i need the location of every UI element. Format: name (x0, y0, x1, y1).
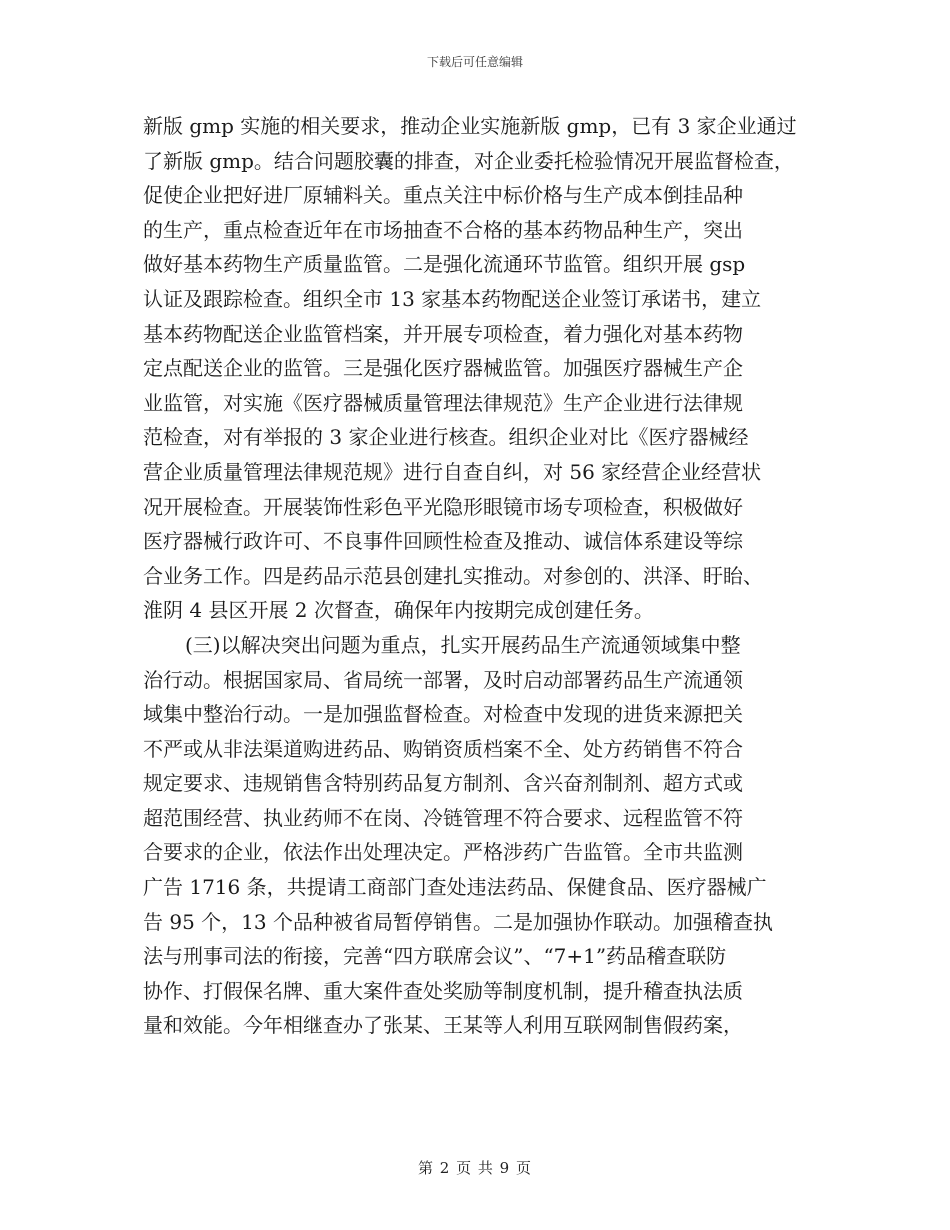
text-line: 基本药物配送企业监管档案，并开展专项检查，着力强化对基本药物 (143, 321, 743, 346)
page-number: 第 2 页 共 9 页 (418, 1159, 532, 1177)
text-line: 广告 1716 条，共提请工商部门查处违法药品、保健食品、医疗器械广 (143, 875, 767, 900)
text-line: 合要求的企业，依法作出处理决定。严格涉药广告监管。全市共监测 (143, 840, 743, 865)
text-line: 新版 gmp 实施的相关要求，推动企业实施新版 gmp，已有 3 家企业通过 (143, 114, 797, 138)
text-line: 规定要求、违规销售含特别药品复方制剂、含兴奋剂制剂、超方式或 (143, 771, 743, 796)
text-line: 医疗器械行政许可、不良事件回顾性检查及推动、诚信体系建设等综 (143, 529, 743, 554)
paragraph-start-line: (三)以解决突出问题为重点，扎实开展药品生产流通领域集中整 (185, 632, 741, 657)
document-body (143, 109, 823, 1043)
text-line: 不严或从非法渠道购进药品、购销资质档案不全、处方药销售不符合 (143, 736, 743, 761)
text-line: 告 95 个，13 个品种被省局暂停销售。二是加强协作联动。加强稽查执 (143, 909, 773, 934)
text-line: 了新版 gmp。结合问题胶囊的排查，对企业委托检验情况开展监督检查， (143, 148, 794, 173)
text-line: 合业务工作。四是药品示范县创建扎实推动。对参创的、洪泽、盱眙、 (143, 563, 763, 588)
page-header: 下载后可任意编辑 (426, 55, 523, 69)
text-line: 定点配送企业的监管。三是强化医疗器械监管。加强医疗器械生产企 (143, 356, 743, 381)
text-line: 法与刑事司法的衔接，完善“四方联席会议”、“7+1”药品稽查联防 (143, 944, 727, 969)
text-line: 超范围经营、执业药师不在岗、冷链管理不符合要求、远程监管不符 (143, 805, 743, 830)
text-line: 协作、打假保名牌、重大案件查处奖励等制度机制，提升稽查执法质 (143, 978, 743, 1003)
text-line: 淮阴 4 县区开展 2 次督查，确保年内按期完成创建任务。 (143, 598, 654, 623)
text-line: 域集中整治行动。一是加强监督检查。对检查中发现的进货来源把关 (143, 702, 743, 727)
text-line: 促使企业把好进厂原辅料关。重点关注中标价格与生产成本倒挂品种 (143, 183, 743, 208)
text-line: 治行动。根据国家局、省局统一部署，及时启动部署药品生产流通领 (143, 667, 743, 692)
text-line: 做好基本药物生产质量监管。二是强化流通环节监管。组织开展 gsp (143, 252, 746, 277)
text-line: 的生产，重点检查近年在市场抽查不合格的基本药物品种生产，突出 (143, 217, 743, 242)
text-line: 认证及跟踪检查。组织全市 13 家基本药物配送企业签订承诺书，建立 (143, 286, 762, 311)
text-line: 营企业质量管理法律规范规》进行自查自纠，对 56 家经营企业经营状 (143, 459, 762, 484)
text-line: 量和效能。今年相继查办了张某、王某等人利用互联网制售假药案， (143, 1013, 743, 1038)
text-line: 况开展检查。开展装饰性彩色平光隐形眼镜市场专项检查，积极做好 (143, 494, 743, 519)
text-line: 业监管，对实施《医疗器械质量管理法律规范》生产企业进行法律规 (143, 390, 743, 415)
text-line: 范检查，对有举报的 3 家企业进行核查。组织企业对比《医疗器械经 (143, 425, 749, 450)
